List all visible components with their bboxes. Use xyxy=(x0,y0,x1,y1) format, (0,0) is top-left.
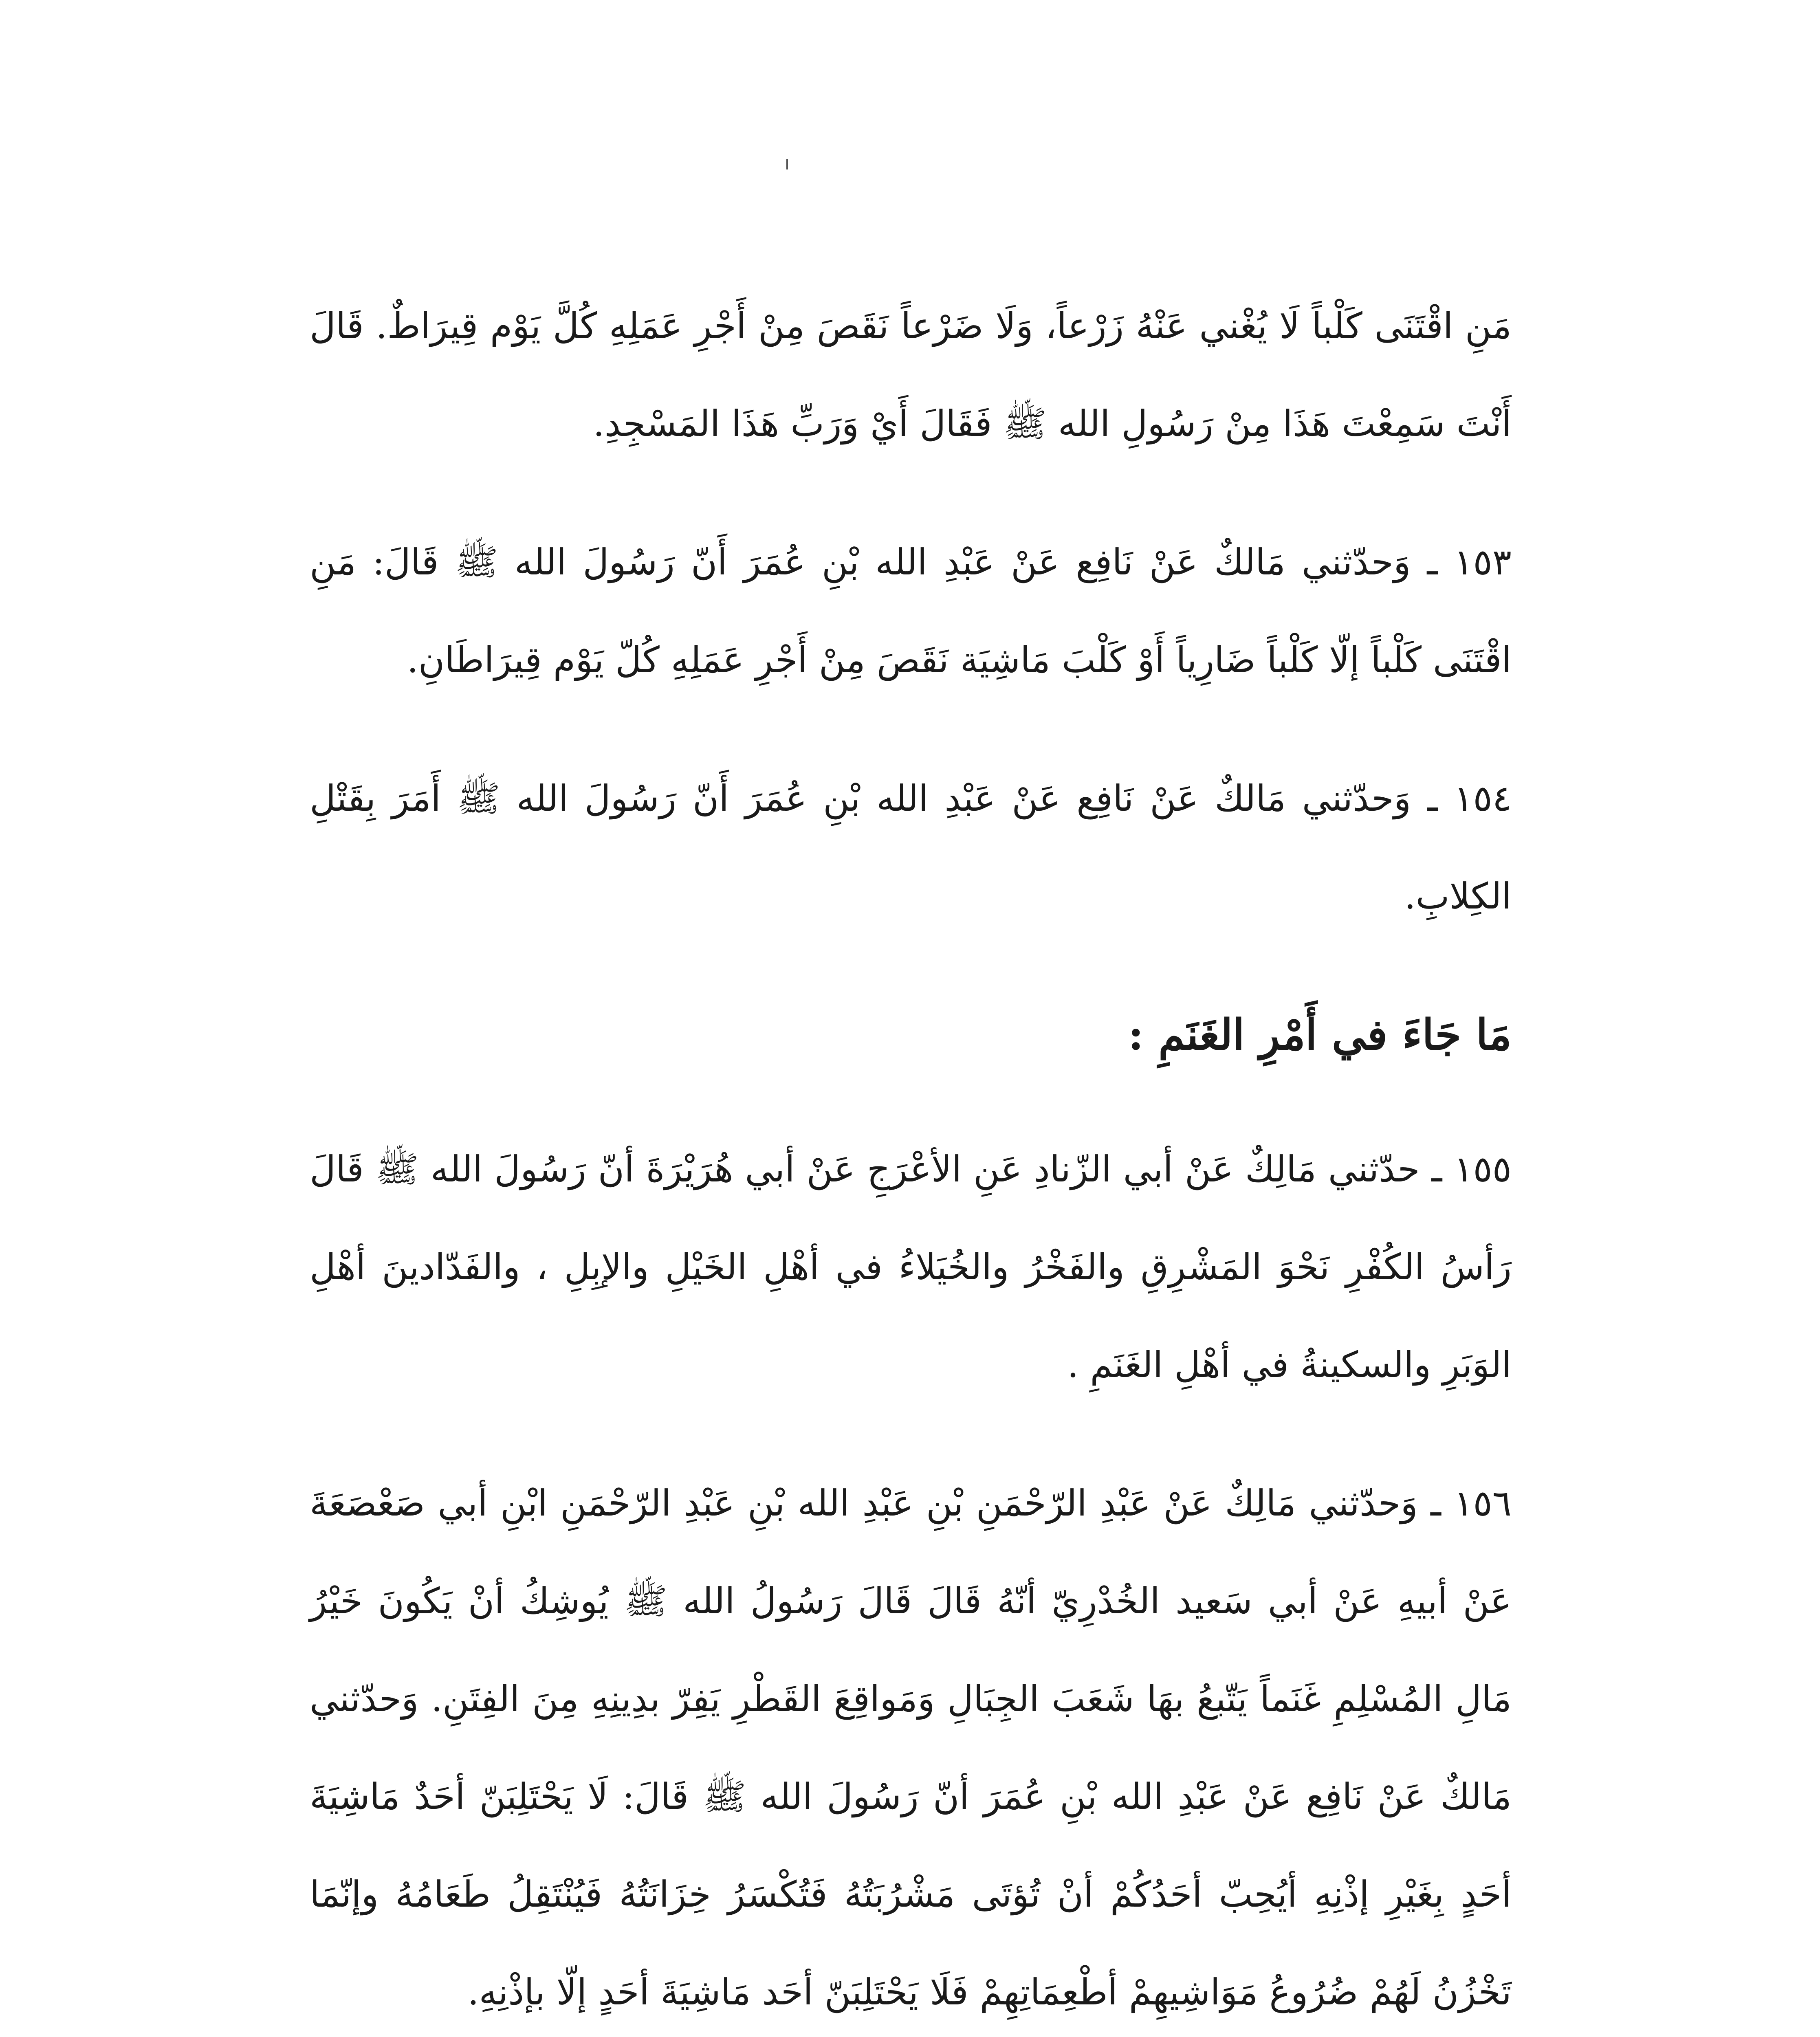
paragraph-continuation: مَنِ اقْتَنَى كَلْباً لَا يُغْني عَنْهُ زَرْعاً، وَلَا ضَرْعاً نَقَصَ مِنْ أَجْرِ عَمَلِهِ كُلَّ يَوْم قِيرَاطٌ. قَالَ أَنْتَ سَمِعْتَ هَذَا مِنْ رَسُولِ الله ﷺ فَقَالَ أَيْ وَرَبِّ هَذَا المَسْجِدِ. xyxy=(310,305,1512,444)
page-body xyxy=(310,277,1512,2037)
hadith-154: ١٥٤ ـ وَحدّثني مَالكٌ عَنْ نَافِع عَنْ عَبْدِ الله بْنِ عُمَرَ أَنّ رَسُولَ الله ﷺ أَمَرَ بِقَتْلِ الكِلابِ. xyxy=(310,777,1512,917)
scan-speck xyxy=(786,159,788,169)
hadith-155: ١٥٥ ـ حدّثني مَالِكٌ عَنْ أبي الزّنادِ عَنِ الأعْرَجِ عَنْ أبي هُرَيْرَةَ أنّ رَسُولَ الله ﷺ قَالَ رَأسُ الكُفْرِ نَحْوَ المَشْرِقِ والفَخْرُ والخُيَلاءُ في أهْلِ الخَيْلِ والإبِلِ ، والفَدّادينَ أهْلِ الوَبَرِ والسكينةُ في أهْلِ الغَنَمِ . xyxy=(310,1148,1512,1386)
section-heading: مَا جَاءَ في أَمْرِ الغَنَمِ : xyxy=(1128,1010,1512,1060)
hadith-153: ١٥٣ ـ وَحدّثني مَالكٌ عَنْ نَافِع عَنْ عَبْدِ الله بْنِ عُمَرَ أَنّ رَسُولَ الله ﷺ قَالَ: مَنِ اقْتَنَى كَلْباً إلّا كَلْباً ضَارِياً أَوْ كَلْبَ مَاشِيَة نَقَصَ مِنْ أَجْرِ عَمَلِهِ كُلّ يَوْم قِيرَاطَانِ. xyxy=(310,541,1512,681)
hadith-156: ١٥٦ ـ وَحدّثني مَالِكٌ عَنْ عَبْدِ الرّحْمَنِ بْنِ عَبْدِ الله بْنِ عَبْدِ الرّحْمَنِ ابْنِ أبي صَعْصَعَةَ عَنْ أبيهِ عَنْ أبي سَعيد الخُدْرِيّ أنّهُ قَالَ قَالَ رَسُولُ الله ﷺ يُوشِكُ أنْ يَكُونَ خَيْرُ مَالِ المُسْلِمِ غَنَماً يَتّبعُ بهَا شَعَبَ الجِبَالِ وَمَواقِعَ القَطْرِ يَفِرّ بدِينِهِ مِنَ الفِتَنِ. وَحدّثني مَالكٌ عَنْ نَافِع عَنْ عَبْدِ الله بْنِ عُمَرَ أنّ رَسُولَ الله ﷺ قَالَ: لَا يَحْتَلِبَنّ أحَدٌ مَاشِيَةَ أحَدٍ بِغَيْرِ إذْنِهِ أيُحِبّ أحَدُكُمْ أنْ تُؤتَى مَشْرُبَتُهُ فَتُكْسَرُ خِزَانَتُهُ فَيُنْتَقِلُ طَعَامُهُ وإنّمَا تَخْزُنُ لَهُمْ ضُرُوعُ مَوَاشِيهِمْ أطْعِمَاتِهِمْ فَلَا يَحْتَلِبَنّ أحَد مَاشِيَةَ أحَدٍ إلّا بإذْنِهِ. xyxy=(310,1482,1512,2013)
